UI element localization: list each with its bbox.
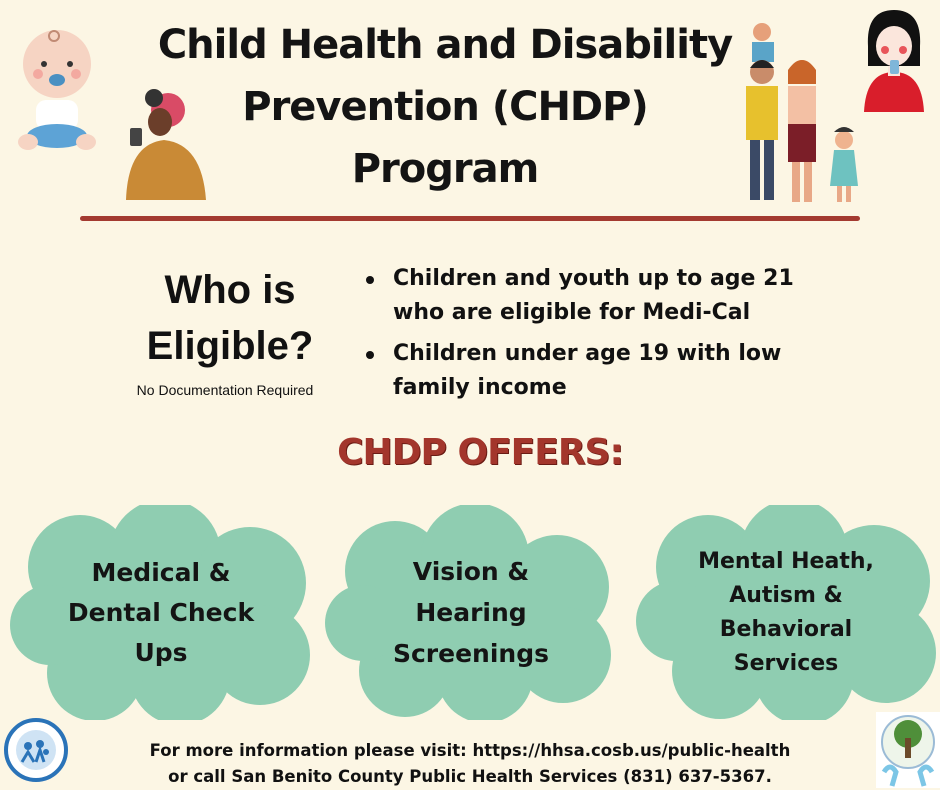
offers-heading: CHDP OFFERS: <box>337 432 623 473</box>
eligibility-list <box>360 262 830 412</box>
footer-contact <box>90 738 850 790</box>
tree-ribbon-logo <box>876 712 940 788</box>
footer-line-2: or call San Benito County Public Health Services (831) 637-5367. <box>168 767 772 786</box>
service-cloud-mental-health <box>636 505 936 720</box>
eligibility-note: No Documentation Required <box>136 382 314 398</box>
eligibility-item: Children and youth up to age 21 who are eligible for Medi-Cal <box>360 262 830 330</box>
title-line-1: Child Health and Disability <box>157 22 733 68</box>
county-seal-logo <box>4 718 68 782</box>
service-cloud-medical <box>10 505 312 720</box>
page-title <box>150 14 740 200</box>
girl-illustration <box>858 6 930 112</box>
title-divider <box>80 216 860 221</box>
service-label: Vision & Hearing Screenings <box>392 557 549 668</box>
family-illustration <box>740 20 866 206</box>
eligibility-heading <box>130 262 330 374</box>
eligibility-heading-line-2: Eligible? <box>146 324 314 368</box>
title-line-3: Program <box>351 146 539 192</box>
footer-line-1: For more information please visit: https://hhsa.cosb.us/public-health <box>149 741 791 760</box>
eligibility-item: Children under age 19 with low family income <box>360 337 830 405</box>
baby-illustration <box>14 14 100 154</box>
eligibility-heading-line-1: Who is <box>164 268 296 312</box>
service-label: Medical & Dental Check Ups <box>67 557 255 667</box>
title-line-2: Prevention (CHDP) <box>242 84 648 130</box>
service-cloud-vision <box>325 505 617 720</box>
service-label: Mental Heath, Autism & Behavioral Services <box>698 548 874 676</box>
